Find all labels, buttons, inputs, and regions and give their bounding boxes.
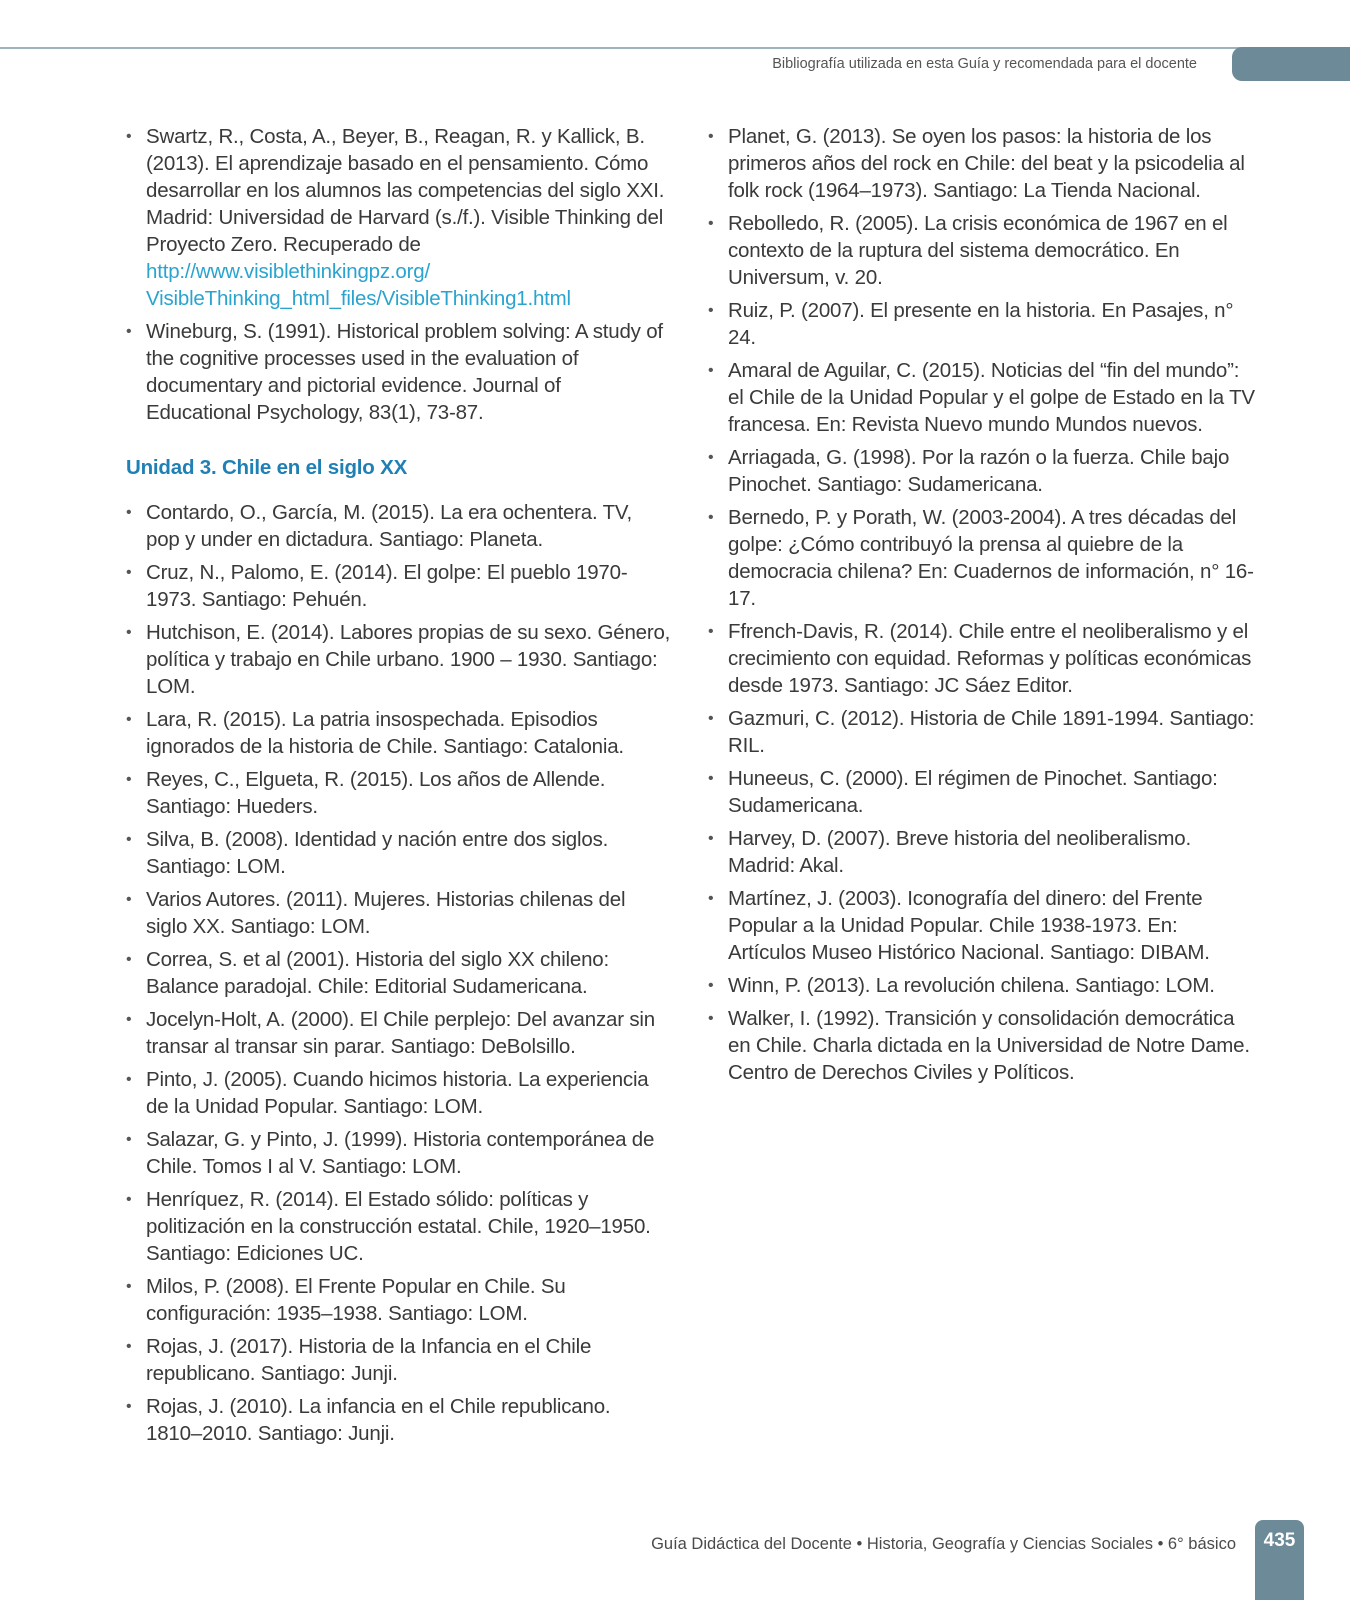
reference-item — [126, 946, 671, 1000]
reference-text: Ffrench-Davis, R. (2014). Chile entre el neoliberalismo y el crecimiento con equidad. Reformas y políticas económicas desde 1973. Santiago: JC Sáez Editor. — [728, 620, 1252, 697]
bullet-icon: • — [126, 504, 132, 521]
reference-text: Harvey, D. (2007). Breve historia del neoliberalismo. Madrid: Akal. — [728, 827, 1192, 877]
reference-item — [708, 444, 1256, 498]
reference-text: Milos, P. (2008). El Frente Popular en Chile. Su configuración: 1935–1938. Santiago: LOM. — [146, 1275, 566, 1325]
bullet-icon: • — [708, 623, 714, 640]
reference-item — [708, 504, 1256, 612]
reference-text: Rojas, J. (2017). Historia de la Infancia en el Chile republicano. Santiago: Junji. — [146, 1335, 592, 1385]
footer-title: Guía Didáctica del Docente • Historia, Geografía y Ciencias Sociales • 6° básico — [651, 1535, 1236, 1553]
reference-item — [126, 1126, 671, 1180]
reference-text: Ruiz, P. (2007). El presente en la historia. En Pasajes, n° 24. — [728, 299, 1234, 349]
bullet-icon: • — [708, 362, 714, 379]
bullet-icon: • — [708, 449, 714, 466]
reference-list — [126, 123, 671, 426]
reference-item — [126, 1273, 671, 1327]
reference-text: Winn, P. (2013). La revolución chilena. Santiago: LOM. — [728, 974, 1215, 997]
reference-text: Arriagada, G. (1998). Por la razón o la fuerza. Chile bajo Pinochet. Santiago: Sudamericana. — [728, 446, 1230, 496]
reference-text: Varios Autores. (2011). Mujeres. Historias chilenas del siglo XX. Santiago: LOM. — [146, 888, 626, 938]
bullet-icon: • — [126, 323, 132, 340]
reference-text: Reyes, C., Elgueta, R. (2015). Los años de Allende. Santiago: Hueders. — [146, 768, 606, 818]
section-heading: Unidad 3. Chile en el siglo XX — [126, 456, 408, 479]
running-header: Bibliografía utilizada en esta Guía y recomendada para el docente — [772, 56, 1197, 72]
reference-item — [126, 826, 671, 880]
reference-text: Cruz, N., Palomo, E. (2014). El golpe: El pueblo 1970-1973. Santiago: Pehuén. — [146, 561, 628, 611]
reference-item — [708, 297, 1256, 351]
reference-text: Jocelyn-Holt, A. (2000). El Chile perplejo: Del avanzar sin transar al transar sin parar. Santiago: DeBolsillo. — [146, 1008, 655, 1058]
reference-item — [126, 1066, 671, 1120]
reference-text: Rojas, J. (2010). La infancia en el Chile republicano. 1810–2010. Santiago: Junji. — [146, 1395, 611, 1445]
reference-list — [708, 123, 1256, 1086]
right-column — [708, 123, 1256, 1092]
bullet-icon: • — [126, 891, 132, 908]
left-column — [126, 123, 671, 1453]
bullet-icon: • — [708, 302, 714, 319]
bullet-icon: • — [126, 128, 132, 145]
reference-item — [708, 618, 1256, 699]
bullet-icon: • — [708, 1010, 714, 1027]
bullet-icon: • — [126, 1011, 132, 1028]
reference-item — [126, 559, 671, 613]
reference-text: Henríquez, R. (2014). El Estado sólido: políticas y politización en la construcción estatal. Chile, 1920–1950. Santiago: Ediciones UC. — [146, 1188, 651, 1265]
bullet-icon: • — [708, 215, 714, 232]
reference-item — [126, 619, 671, 700]
bullet-icon: • — [708, 509, 714, 526]
reference-text: Swartz, R., Costa, A., Beyer, B., Reagan, R. y Kallick, B. (2013). El aprendizaje basado en el pensamiento. Cómo desarrollar en los alumnos las competencias del siglo XXI. Madrid: Universidad de Harvard (s./f.). Visible Thinking del Proyecto Zero. Recuperado de — [146, 125, 665, 256]
bullet-icon: • — [126, 1338, 132, 1355]
reference-text: Correa, S. et al (2001). Historia del siglo XX chileno: Balance paradojal. Chile: Editorial Sudamericana. — [146, 948, 610, 998]
reference-item — [126, 766, 671, 820]
reference-item — [708, 123, 1256, 204]
reference-text: Lara, R. (2015). La patria insospechada. Episodios ignorados de la historia de Chile. Santiago: Catalonia. — [146, 708, 624, 758]
reference-text: Huneeus, C. (2000). El régimen de Pinochet. Santiago: Sudamericana. — [728, 767, 1218, 817]
bullet-icon: • — [126, 1071, 132, 1088]
page-number-tab — [1255, 1520, 1304, 1600]
reference-list — [126, 499, 671, 1447]
bullet-icon: • — [126, 1278, 132, 1295]
reference-text: Rebolledo, R. (2005). La crisis económica de 1967 en el contexto de la ruptura del sistema democrático. En Universum, v. 20. — [728, 212, 1228, 289]
reference-item — [126, 1333, 671, 1387]
reference-item — [708, 972, 1256, 999]
reference-text: Walker, I. (1992). Transición y consolidación democrática en Chile. Charla dictada en la Universidad de Notre Dame. Centro de Derechos Civiles y Políticos. — [728, 1007, 1250, 1084]
reference-text: Contardo, O., García, M. (2015). La era ochentera. TV, pop y under en dictadura. Santiago: Planeta. — [146, 501, 633, 551]
reference-text: Salazar, G. y Pinto, J. (1999). Historia contemporánea de Chile. Tomos I al V. Santiago: LOM. — [146, 1128, 655, 1178]
bullet-icon: • — [126, 1398, 132, 1415]
page-number: 435 — [1263, 1530, 1296, 1551]
reference-item — [708, 885, 1256, 966]
reference-item — [708, 765, 1256, 819]
reference-item — [708, 825, 1256, 879]
header-tab — [1232, 47, 1350, 81]
reference-item — [126, 1393, 671, 1447]
bullet-icon: • — [708, 890, 714, 907]
bullet-icon: • — [708, 128, 714, 145]
reference-item — [126, 706, 671, 760]
bullet-icon: • — [126, 1131, 132, 1148]
bullet-icon: • — [126, 1191, 132, 1208]
reference-text: Silva, B. (2008). Identidad y nación entre dos siglos. Santiago: LOM. — [146, 828, 609, 878]
reference-text: Gazmuri, C. (2012). Historia de Chile 1891-1994. Santiago: RIL. — [728, 707, 1255, 757]
reference-link[interactable]: http://www.visiblethinkingpz.org/ VisibleThinking_html_files/VisibleThinking1.html — [146, 260, 571, 310]
reference-item — [126, 123, 671, 312]
bullet-icon: • — [126, 831, 132, 848]
reference-item — [708, 705, 1256, 759]
reference-item — [708, 1005, 1256, 1086]
reference-item — [126, 1006, 671, 1060]
bullet-icon: • — [708, 830, 714, 847]
reference-text: Wineburg, S. (1991). Historical problem solving: A study of the cognitive processes used in the evaluation of documentary and pictorial evidence. Journal of Educational Psychology, 83(1), 73-87. — [146, 320, 663, 424]
bullet-icon: • — [126, 771, 132, 788]
bullet-icon: • — [708, 770, 714, 787]
bullet-icon: • — [708, 977, 714, 994]
bullet-icon: • — [126, 624, 132, 641]
bullet-icon: • — [708, 710, 714, 727]
bullet-icon: • — [126, 564, 132, 581]
reference-item — [126, 499, 671, 553]
reference-item — [126, 886, 671, 940]
reference-text: Pinto, J. (2005). Cuando hicimos historia. La experiencia de la Unidad Popular. Santiago: LOM. — [146, 1068, 649, 1118]
header-rule — [0, 47, 1350, 49]
reference-item — [708, 357, 1256, 438]
reference-item — [708, 210, 1256, 291]
bullet-icon: • — [126, 711, 132, 728]
reference-text: Amaral de Aguilar, C. (2015). Noticias del “fin del mundo”: el Chile de la Unidad Popular y el golpe de Estado en la TV francesa. En: Revista Nuevo mundo Mundos nuevos. — [728, 359, 1255, 436]
reference-item — [126, 318, 671, 426]
reference-text: Planet, G. (2013). Se oyen los pasos: la historia de los primeros años del rock en Chile: del beat y la psicodelia al folk rock (1964–1973). Santiago: La Tienda Nacional. — [728, 125, 1245, 202]
bullet-icon: • — [126, 951, 132, 968]
reference-text: Hutchison, E. (2014). Labores propias de su sexo. Género, política y trabajo en Chile urbano. 1900 – 1930. Santiago: LOM. — [146, 621, 671, 698]
reference-item — [126, 1186, 671, 1267]
reference-text: Martínez, J. (2003). Iconografía del dinero: del Frente Popular a la Unidad Popular. Chile 1938-1973. En: Artículos Museo Histórico Nacional. Santiago: DIBAM. — [728, 887, 1210, 964]
reference-text: Bernedo, P. y Porath, W. (2003-2004). A tres décadas del golpe: ¿Cómo contribuyó la prensa al quiebre de la democracia chilena? En: Cuadernos de información, n° 16-17. — [728, 506, 1254, 610]
